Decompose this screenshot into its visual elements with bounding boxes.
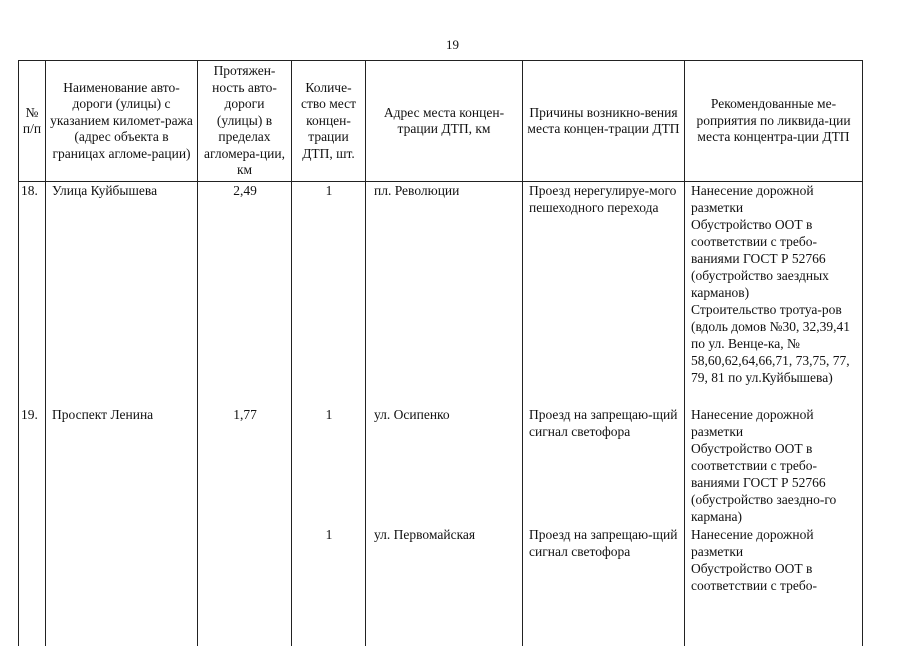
row-count: 1 (292, 182, 366, 407)
measure-item: Нанесение дорожной разметки (691, 526, 859, 560)
row-measures (685, 182, 863, 407)
row-address: пл. Революции (366, 182, 523, 407)
row-length: 1,77 (198, 406, 292, 526)
header-length: Протяжен-ность авто-дороги (улицы) в пределах агломера-ции, км (198, 61, 292, 182)
table-row (19, 406, 863, 526)
table-body (19, 182, 863, 646)
row-address: ул. Осипенко (366, 406, 523, 526)
header-measures: Рекомендованные ме-роприятия по ликвида-ции места концентра-ции ДТП (685, 61, 863, 182)
row-num (19, 526, 46, 646)
measure-item: Обустройство ООТ в соответствии с требо-ваниями ГОСТ Р 52766 (обустройство заездных карманов) (691, 216, 859, 301)
page-number: 19 (0, 37, 905, 53)
measure-item: Строительство тротуа-ров (вдоль домов №30, 32,39,41 по ул. Венце-ка, № 58,60,62,64,66,71, 73,75, 77, 79, 81 по ул.Куйбышева) (691, 301, 859, 386)
table-row (19, 526, 863, 646)
row-road (46, 526, 198, 646)
measure-item: Обустройство ООТ в соответствии с требо-ваниями ГОСТ Р 52766 (обустройство заездно-го кармана) (691, 440, 859, 525)
header-count: Количе-ство мест концен-трации ДТП, шт. (292, 61, 366, 182)
row-count: 1 (292, 406, 366, 526)
row-length: 2,49 (198, 182, 292, 407)
row-reason: Проезд на запрещаю-щий сигнал светофора (523, 406, 685, 526)
row-road: Улица Куйбышева (46, 182, 198, 407)
table-row (19, 182, 863, 407)
measure-item: Нанесение дорожной разметки (691, 406, 859, 440)
measure-item: Нанесение дорожной разметки (691, 182, 859, 216)
header-address: Адрес места концен-трации ДТП, км (366, 61, 523, 182)
row-length (198, 526, 292, 646)
header-num: № п/п (19, 61, 46, 182)
table-header (19, 61, 863, 182)
header-road: Наименование авто-дороги (улицы) с указанием километ-ража (адрес объекта в границах агломе-рации) (46, 61, 198, 182)
row-road: Проспект Ленина (46, 406, 198, 526)
row-num: 19. (19, 406, 46, 526)
row-count: 1 (292, 526, 366, 646)
dtp-table-grid (18, 60, 863, 646)
row-measures (685, 526, 863, 646)
dtp-table (18, 60, 862, 646)
row-reason: Проезд на запрещаю-щий сигнал светофора (523, 526, 685, 646)
row-measures (685, 406, 863, 526)
header-reason: Причины возникно-вения места концен-трации ДТП (523, 61, 685, 182)
row-reason: Проезд нерегулируе-мого пешеходного перехода (523, 182, 685, 407)
row-address: ул. Первомайская (366, 526, 523, 646)
row-num: 18. (19, 182, 46, 407)
measure-item: Обустройство ООТ в соответствии с требо- (691, 560, 859, 594)
